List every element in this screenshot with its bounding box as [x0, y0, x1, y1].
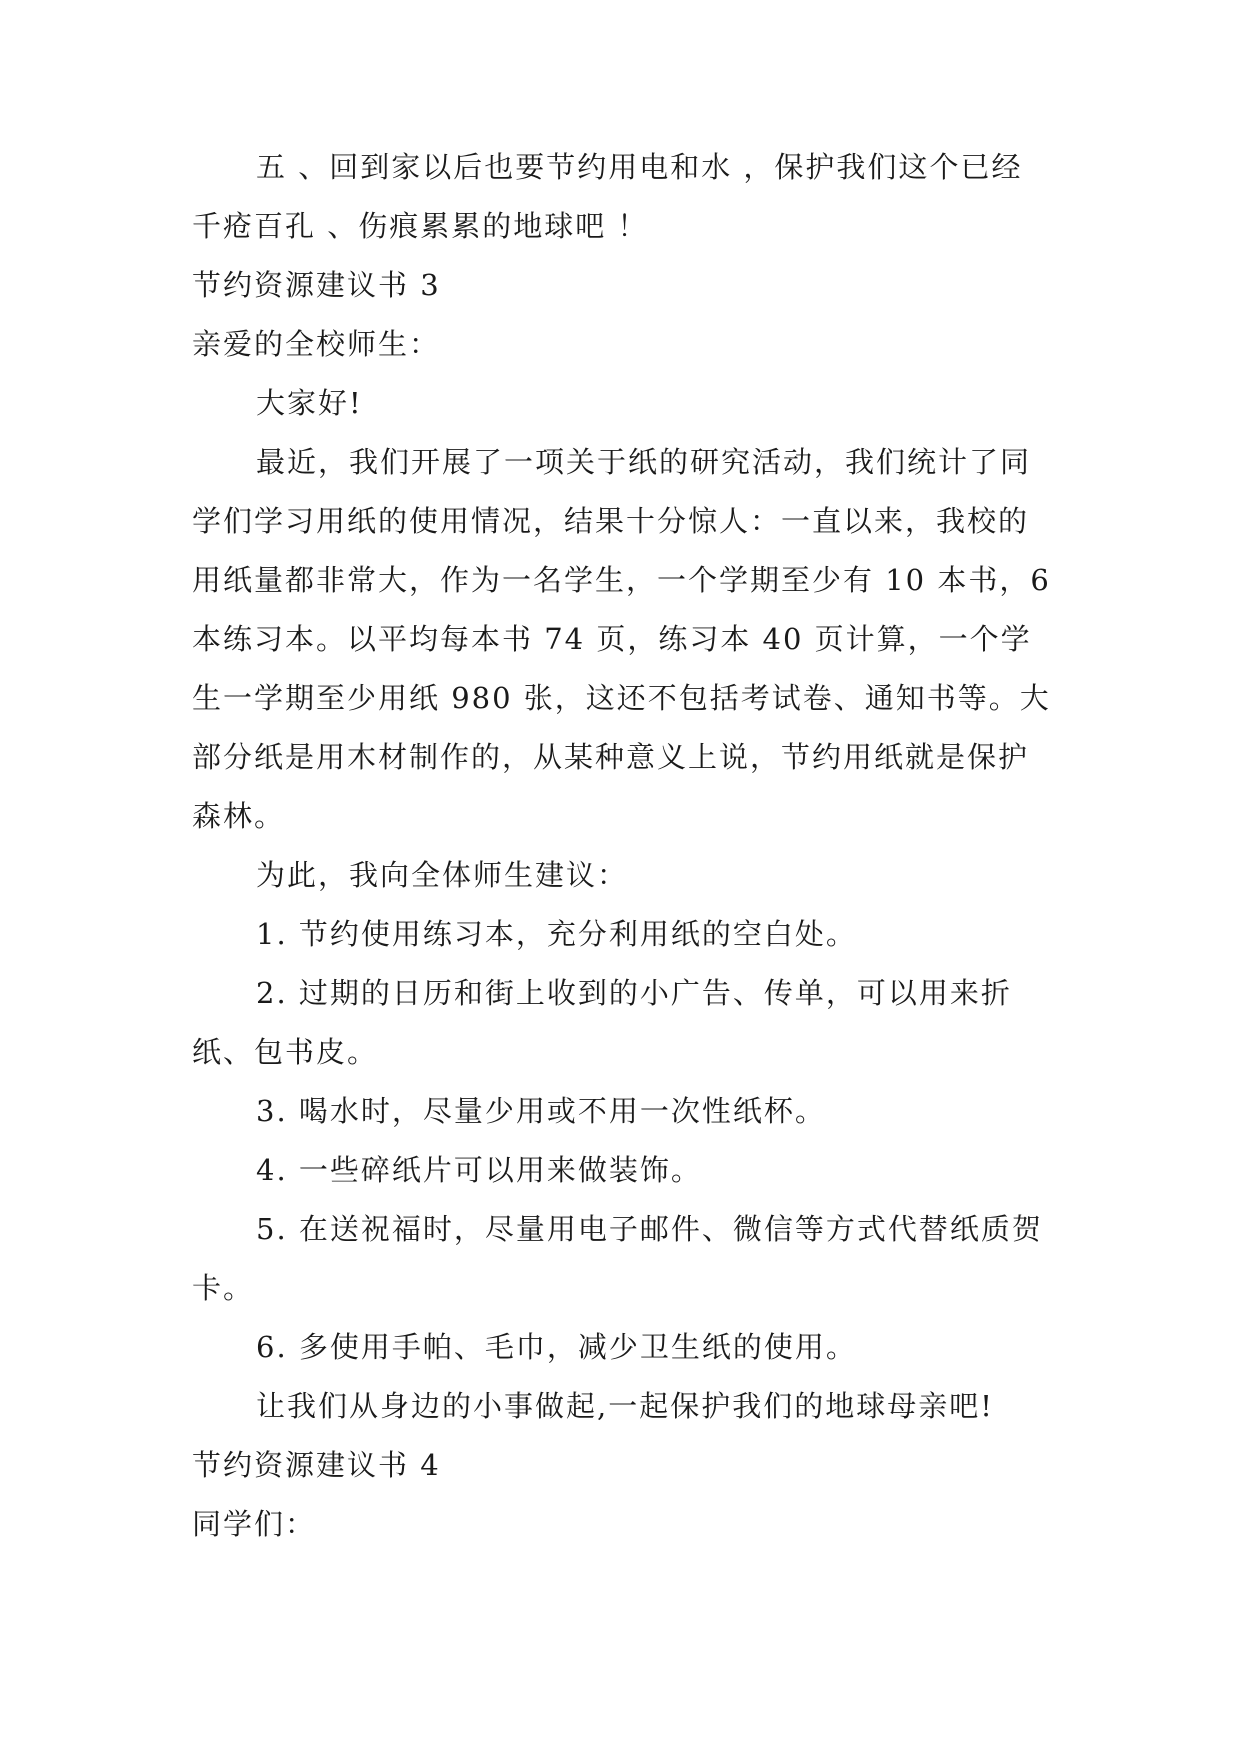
list-item-2: 2. 过期的日历和街上收到的小广告、传单，可以用来折纸、包书皮。 [192, 976, 1012, 1069]
paragraph-paper-research: 最近，我们开展了一项关于纸的研究活动，我们统计了同学们学习用纸的使用情况，结果十分惊人：一直以来，我校的用纸量都非常大，作为一名学生，一个学期至少有 10 本书，6 本练习本。以平均每本书 74 页，练习本 40 页计算，一个学生一学期至少用纸 980 张，这还不包括考试卷、通知书等。大部分纸是用木材制作的，从某种意义上说，节约用纸就是保护森林。 [192, 445, 1051, 833]
greeting: 大家好! [256, 386, 363, 420]
salutation-classmates: 同学们： [192, 1507, 317, 1541]
heading-proposal-3: 节约资源建议书 3 [192, 268, 441, 302]
list-item-6: 6. 多使用手帕、毛巾，减少卫生纸的使用。 [256, 1330, 857, 1364]
heading-proposal-4: 节约资源建议书 4 [192, 1448, 441, 1482]
list-item-1: 1. 节约使用练习本，充分利用纸的空白处。 [256, 917, 857, 951]
list-item-4: 4. 一些碎纸片可以用来做装饰。 [256, 1153, 702, 1187]
list-item-5: 5. 在送祝福时，尽量用电子邮件、微信等方式代替纸质贺卡。 [192, 1212, 1043, 1305]
paragraph-propose: 为此，我向全体师生建议： [256, 858, 629, 892]
salutation-teachers-students: 亲爱的全校师生： [192, 327, 441, 361]
closing-sentence: 让我们从身边的小事做起,一起保护我们的地球母亲吧! [256, 1389, 994, 1423]
paragraph-water-electricity: 五 、回到家以后也要节约用电和水 ，保护我们这个已经千疮百孔 、伤痕累累的地球吧 ！ [192, 150, 1023, 243]
list-item-3: 3. 喝水时，尽量少用或不用一次性纸杯。 [256, 1094, 826, 1128]
